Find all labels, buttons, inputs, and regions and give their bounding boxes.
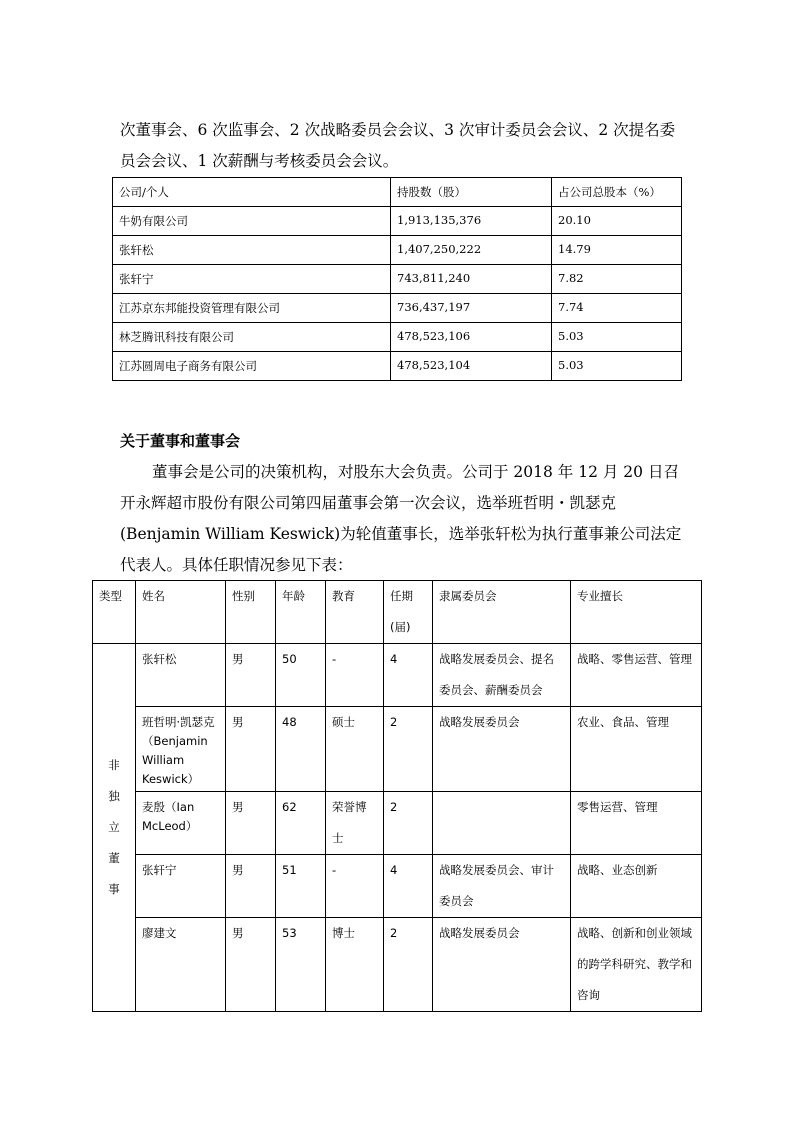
director-name: 张轩松 (136, 644, 226, 707)
percent: 14.79 (552, 236, 682, 265)
gender: 男 (226, 707, 276, 792)
table-row (113, 207, 682, 236)
age: 62 (276, 792, 326, 855)
table-row (93, 707, 702, 792)
header-cell: 性别 (226, 581, 276, 644)
gender: 男 (226, 918, 276, 1012)
shares: 736,437,197 (391, 294, 552, 323)
holder-name: 张轩宁 (113, 265, 391, 294)
shares: 478,523,106 (391, 323, 552, 352)
section-heading: 关于董事和董事会 (120, 432, 241, 450)
shareholder-table (112, 177, 682, 381)
table-header-row (113, 178, 682, 207)
table-row (113, 323, 682, 352)
age: 53 (276, 918, 326, 1012)
holder-name: 江苏圆周电子商务有限公司 (113, 352, 391, 381)
gender: 男 (226, 644, 276, 707)
age: 51 (276, 855, 326, 918)
percent: 5.03 (552, 352, 682, 381)
table-header-row (93, 581, 702, 644)
body-line: 代表人。具体任职情况参见下表： (120, 556, 353, 574)
percent: 7.74 (552, 294, 682, 323)
term: 2 (384, 707, 433, 792)
holder-name: 牛奶有限公司 (113, 207, 391, 236)
body-line: 开永辉超市股份有限公司第四届董事会第一次会议，选举班哲明・凯瑟克 (120, 494, 617, 512)
header-cell: 姓名 (136, 581, 226, 644)
percent: 20.10 (552, 207, 682, 236)
age: 50 (276, 644, 326, 707)
shares: 743,811,240 (391, 265, 552, 294)
committee: 战略发展委员会 (433, 707, 571, 792)
header-cell: 专业擅长 (571, 581, 702, 644)
table-row (93, 918, 702, 1012)
shares: 478,523,104 (391, 352, 552, 381)
committee: 战略发展委员会、提名委员会、薪酬委员会 (433, 644, 571, 707)
table-row (93, 792, 702, 855)
term: 4 (384, 644, 433, 707)
intro-line: 员会会议、1 次薪酬与考核委员会会议。 (120, 152, 399, 170)
table-row (113, 352, 682, 381)
table-row (113, 294, 682, 323)
table-row (93, 855, 702, 918)
education: - (326, 855, 384, 918)
intro-line: 次董事会、6 次监事会、2 次战略委员会会议、3 次审计委员会会议、2 次提名委 (120, 121, 676, 139)
education: 荣誉博士 (326, 792, 384, 855)
shares: 1,913,135,376 (391, 207, 552, 236)
expertise: 战略、零售运营、管理 (571, 644, 702, 707)
committee (433, 792, 571, 855)
term: 2 (384, 918, 433, 1012)
header-cell: 隶属委员会 (433, 581, 571, 644)
percent: 5.03 (552, 323, 682, 352)
body-line: (Benjamin William Keswick)为轮值董事长，选举张轩松为执行董事兼公司法定 (120, 525, 682, 543)
holder-name: 张轩松 (113, 236, 391, 265)
header-cell: 占公司总股本（%） (552, 178, 682, 207)
director-name: 张轩宁 (136, 855, 226, 918)
holder-name: 林芝腾讯科技有限公司 (113, 323, 391, 352)
header-cell: 公司/个人 (113, 178, 391, 207)
table-row (93, 644, 702, 707)
header-cell: 类型 (93, 581, 136, 644)
education: 硕士 (326, 707, 384, 792)
header-cell: 教育 (326, 581, 384, 644)
body-line: 董事会是公司的决策机构，对股东大会负责。公司于 2018 年 12 月 20 日召 (152, 463, 679, 481)
gender: 男 (226, 855, 276, 918)
shares: 1,407,250,222 (391, 236, 552, 265)
expertise: 农业、食品、管理 (571, 707, 702, 792)
committee: 战略发展委员会 (433, 918, 571, 1012)
education: 博士 (326, 918, 384, 1012)
table-row (113, 236, 682, 265)
committee: 战略发展委员会、审计委员会 (433, 855, 571, 918)
expertise: 战略、创新和创业领域的跨学科研究、教学和咨询 (571, 918, 702, 1012)
directors-table (92, 580, 702, 1012)
director-name: 班哲明·凯瑟克（Benjamin William Keswick） (136, 707, 226, 792)
director-name: 麦殷（Ian McLeod） (136, 792, 226, 855)
gender: 男 (226, 792, 276, 855)
header-cell: 持股数（股） (391, 178, 552, 207)
director-name: 廖建文 (136, 918, 226, 1012)
percent: 7.82 (552, 265, 682, 294)
term: 4 (384, 855, 433, 918)
education: - (326, 644, 384, 707)
expertise: 战略、业态创新 (571, 855, 702, 918)
age: 48 (276, 707, 326, 792)
term: 2 (384, 792, 433, 855)
table-row (113, 265, 682, 294)
holder-name: 江苏京东邦能投资管理有限公司 (113, 294, 391, 323)
header-cell: 年龄 (276, 581, 326, 644)
expertise: 零售运营、管理 (571, 792, 702, 855)
header-cell: 任期(届) (384, 581, 433, 644)
type-cell: 非独立董事 (93, 644, 136, 1012)
